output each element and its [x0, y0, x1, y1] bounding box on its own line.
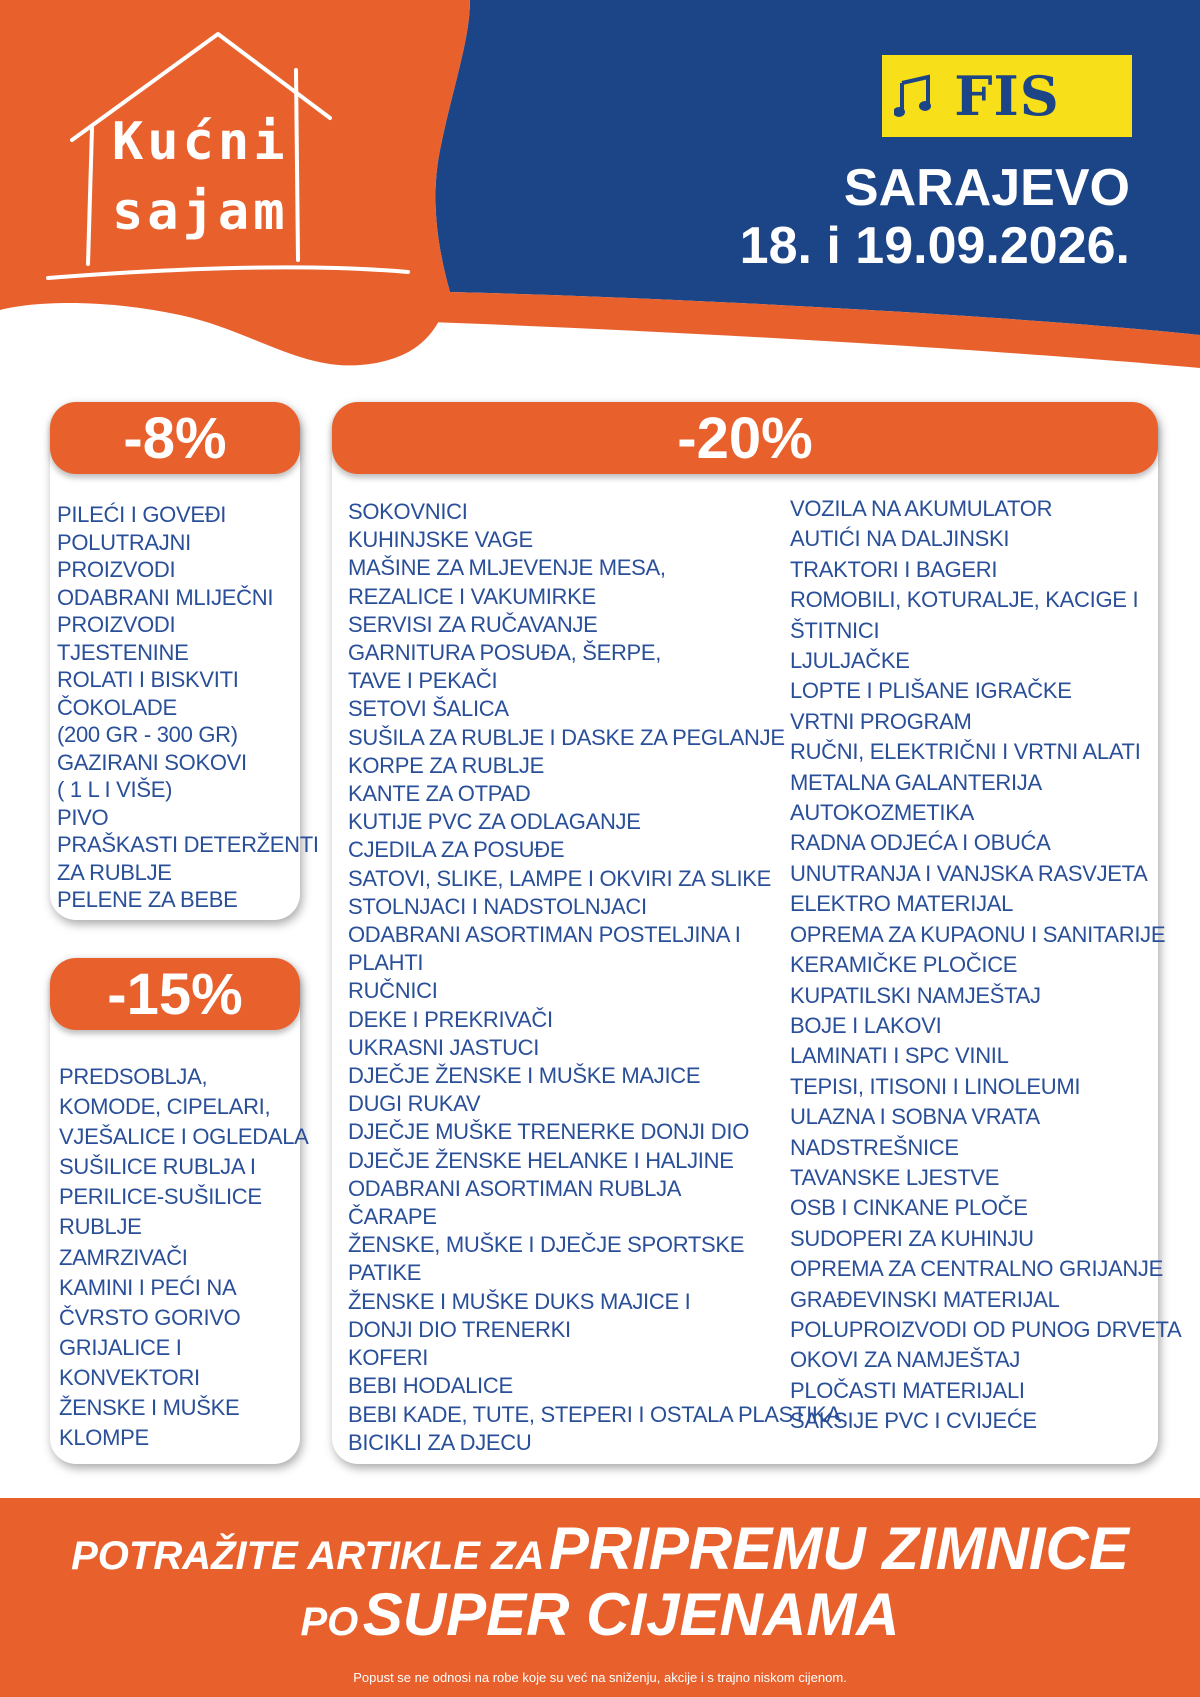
list-item: GARNITURA POSUĐA, ŠERPE, — [348, 640, 662, 666]
list-item: SAKSIJE PVC I CVIJEĆE — [790, 1408, 1037, 1434]
footer-line1-big: PRIPREMU ZIMNICE — [548, 1515, 1129, 1582]
list-item: RUBLJE — [59, 1214, 142, 1240]
list-item: CJEDILA ZA POSUĐE — [348, 837, 565, 863]
footer-line2-big: SUPER CIJENAMA — [362, 1581, 900, 1648]
list-item: DONJI DIO TRENERKI — [348, 1316, 571, 1342]
discount-20-list-left — [348, 498, 841, 1457]
discount-8-list — [57, 501, 319, 914]
fis-brand-text: FIS — [954, 64, 1060, 128]
discount-20-list-right — [790, 494, 1181, 1437]
list-item: KORPE ZA RUBLJE — [348, 752, 545, 778]
discount-15-badge — [50, 958, 300, 1030]
list-item: DEKE I PREKRIVAČI — [348, 1006, 553, 1032]
list-item: ROMOBILI, KOTURALJE, KACIGE I — [790, 587, 1139, 613]
list-item: AUTOKOZMETIKA — [790, 800, 974, 826]
list-item: DJEČJE ŽENSKE I MUŠKE MAJICE — [348, 1063, 701, 1089]
discount-15-label: -15% — [107, 961, 243, 1027]
list-item: VRTNI PROGRAM — [790, 708, 972, 734]
list-item: SERVISI ZA RUČAVANJE — [348, 611, 598, 637]
list-item: STOLNJACI I NADSTOLNJACI — [348, 893, 647, 919]
list-item: PERILICE-SUŠILICE — [59, 1184, 262, 1210]
list-item: LOPTE I PLIŠANE IGRAČKE — [790, 678, 1072, 704]
list-item: RADNA ODJEĆA I OBUĆA — [790, 830, 1051, 856]
list-item: SUŠILICE RUBLJA I — [59, 1154, 256, 1180]
list-item: KUTIJE PVC ZA ODLAGANJE — [348, 809, 641, 835]
list-item: PIVO — [57, 804, 109, 830]
list-item: ZAMRZIVAČI — [59, 1244, 188, 1270]
list-item: SOKOVNICI — [348, 499, 468, 524]
list-item: KANTE ZA OTPAD — [348, 781, 531, 807]
list-item: RUČNICI — [348, 978, 438, 1004]
list-item: ŽENSKE I MUŠKE DUKS MAJICE I — [348, 1288, 691, 1314]
fis-logo — [882, 55, 1132, 137]
list-item: ODABRANI ASORTIMAN POSTELJINA I — [348, 922, 741, 948]
list-item: KAMINI I PEĆI NA — [59, 1274, 237, 1300]
list-item: VOZILA NA AKUMULATOR — [790, 496, 1053, 521]
list-item: BEBI KADE, TUTE, STEPERI I OSTALA PLASTIKA — [348, 1401, 841, 1427]
city-title: SARAJEVO — [843, 159, 1130, 217]
list-item: LAMINATI I SPC VINIL — [790, 1043, 1009, 1069]
footer-line2-small: PO — [300, 1600, 359, 1644]
list-item: PLAHTI — [348, 950, 424, 976]
list-item: KERAMIČKE PLOČICE — [790, 952, 1018, 978]
logo-kucni: Kućni — [112, 112, 289, 172]
list-item: OSB I CINKANE PLOČE — [790, 1195, 1028, 1221]
list-item: LJULJAČKE — [790, 648, 910, 674]
list-item: KLOMPE — [59, 1425, 149, 1451]
list-item: ZA RUBLJE — [57, 859, 172, 885]
list-item: SUDOPERI ZA KUHINJU — [790, 1225, 1034, 1251]
list-item: BEBI HODALICE — [348, 1373, 513, 1399]
list-item: ČOKOLADE — [57, 694, 177, 720]
footer-line1-small: POTRAŽITE ARTIKLE ZA — [71, 1534, 545, 1578]
list-item: ROLATI I BISKVITI — [57, 667, 239, 692]
list-item: AUTIĆI NA DALJINSKI — [790, 526, 1010, 552]
music-note-icon — [894, 73, 932, 119]
list-item: BICIKLI ZA DJECU — [348, 1429, 532, 1455]
list-item: NADSTREŠNICE — [790, 1134, 959, 1160]
list-item: KUPATILSKI NAMJEŠTAJ — [790, 982, 1041, 1008]
discount-15-list — [59, 1062, 309, 1453]
list-item: REZALICE I VAKUMIRKE — [348, 583, 596, 609]
list-item: ČVRSTO GORIVO — [59, 1304, 241, 1330]
list-item: PELENE ZA BEBE — [57, 887, 238, 912]
list-item: ŽENSKE, MUŠKE I DJEČJE SPORTSKE — [348, 1232, 745, 1258]
list-item: POLUTRAJNI — [57, 529, 191, 555]
list-item: PRAŠKASTI DETERŽENTI — [57, 832, 319, 857]
list-item: GRIJALICE I — [59, 1334, 182, 1360]
footer-line-1 — [0, 1514, 1200, 1583]
list-item: ( 1 L I VIŠE) — [57, 777, 173, 802]
list-item: KUHINJSKE VAGE — [348, 527, 533, 553]
list-item: ČARAPE — [348, 1204, 437, 1230]
list-item: SETOVI ŠALICA — [348, 696, 509, 722]
list-item: SUŠILA ZA RUBLJE I DASKE ZA PEGLANJE — [348, 724, 785, 750]
list-item: TAVE I PEKAČI — [348, 668, 498, 694]
list-item: PILEĆI I GOVEĐI — [57, 502, 227, 527]
list-item: (200 GR - 300 GR) — [57, 722, 238, 747]
list-item: TEPISI, ITISONI I LINOLEUMI — [790, 1073, 1081, 1099]
list-item: ODABRANI MLIJEČNI — [57, 584, 274, 610]
list-item: DJEČJE MUŠKE TRENERKE DONJI DIO — [348, 1119, 750, 1145]
footer-disclaimer: Popust se ne odnosi na robe koje su već na sniženju, akcije i s trajno niskom cijenom. — [353, 1670, 847, 1685]
list-item: RUČNI, ELEKTRIČNI I VRTNI ALATI — [790, 739, 1141, 765]
list-item: PROIZVODI — [57, 557, 176, 582]
list-item: OPREMA ZA KUPAONU I SANITARIJE — [790, 921, 1166, 947]
list-item: UKRASNI JASTUCI — [348, 1034, 540, 1060]
discount-8-card — [50, 402, 319, 920]
list-item: PROIZVODI — [57, 612, 176, 637]
list-item: METALNA GALANTERIJA — [790, 769, 1042, 795]
list-item: MAŠINE ZA MLJEVENJE MESA, — [348, 555, 666, 581]
list-item: TJESTENINE — [57, 639, 189, 665]
list-item: ŠTITNICI — [790, 617, 880, 643]
list-item: OKOVI ZA NAMJEŠTAJ — [790, 1347, 1021, 1373]
list-item: ELEKTRO MATERIJAL — [790, 891, 1014, 917]
discount-20-badge — [332, 402, 1158, 474]
list-item: TRAKTORI I BAGERI — [790, 556, 998, 582]
list-item: PLOČASTI MATERIJALI — [790, 1377, 1025, 1403]
list-item: BOJE I LAKOVI — [790, 1012, 942, 1038]
discount-20-card — [332, 402, 1182, 1464]
list-item: POLUPROIZVODI OD PUNOG DRVETA — [790, 1316, 1182, 1342]
list-item: KOFERI — [348, 1345, 429, 1371]
list-item: GAZIRANI SOKOVI — [57, 749, 247, 775]
list-item: OPREMA ZA CENTRALNO GRIJANJE — [790, 1256, 1164, 1282]
footer-line-2 — [0, 1580, 1200, 1649]
list-item: VJEŠALICE I OGLEDALA — [59, 1124, 309, 1150]
list-item: KOMODE, CIPELARI, — [59, 1094, 271, 1120]
list-item: ODABRANI ASORTIMAN RUBLJA — [348, 1175, 682, 1201]
list-item: ŽENSKE I MUŠKE — [59, 1395, 240, 1421]
list-item: ULAZNA I SOBNA VRATA — [790, 1104, 1040, 1130]
list-item: DJEČJE ŽENSKE HELANKE I HALJINE — [348, 1147, 734, 1173]
discount-20-label: -20% — [677, 405, 813, 471]
list-item: PREDSOBLJA, — [59, 1064, 208, 1089]
discount-8-badge — [50, 402, 300, 474]
list-item: GRAĐEVINSKI MATERIJAL — [790, 1286, 1060, 1312]
discount-15-card — [50, 958, 309, 1464]
list-item: TAVANSKE LJESTVE — [790, 1164, 1000, 1190]
list-item: KONVEKTORI — [59, 1364, 200, 1390]
logo-sajam: sajam — [112, 182, 289, 242]
list-item: SATOVI, SLIKE, LAMPE I OKVIRI ZA SLIKE — [348, 865, 772, 891]
list-item: UNUTRANJA I VANJSKA RASVJETA — [790, 860, 1148, 886]
footer-banner — [0, 1498, 1200, 1697]
discount-8-label: -8% — [123, 405, 227, 471]
list-item: DUGI RUKAV — [348, 1091, 481, 1117]
list-item: PATIKE — [348, 1260, 422, 1286]
event-date: 18. i 19.09.2026. — [739, 217, 1130, 275]
